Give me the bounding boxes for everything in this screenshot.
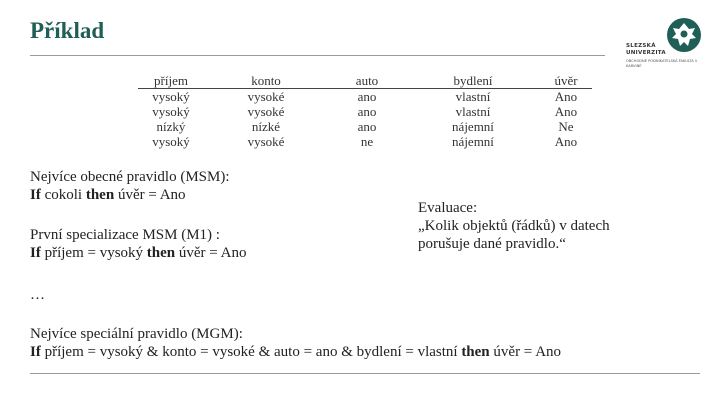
- if-keyword: If: [30, 245, 41, 261]
- rule-result: úvěr = Ano: [175, 245, 247, 261]
- evaluation-heading: Evaluace:: [418, 200, 478, 216]
- slide-title: Příklad: [30, 18, 105, 43]
- rule-result: úvěr = Ano: [114, 187, 186, 203]
- mgm-rule-text: [30, 343, 561, 361]
- rule-condition: cokoli: [40, 187, 86, 203]
- table-cell: Ano: [554, 89, 578, 104]
- data-table: [138, 73, 592, 149]
- m1-rule: [30, 226, 247, 262]
- m1-heading: První specializace MSM (M1) :: [30, 227, 220, 243]
- table-cell: vysoký: [152, 89, 190, 104]
- mgm-rule: [30, 325, 561, 361]
- table-cell: ne: [360, 134, 374, 149]
- table-cell: nízké: [251, 119, 281, 134]
- table-cell: nájemní: [452, 134, 494, 149]
- table-cell: nájemní: [452, 119, 494, 134]
- table-cell: Ano: [554, 134, 578, 149]
- then-keyword: then: [461, 344, 490, 360]
- table-cell: vlastní: [455, 104, 491, 119]
- column-header: příjem: [138, 73, 204, 89]
- msm-heading: Nejvíce obecné pravidlo (MSM):: [30, 169, 230, 185]
- table-cell: vysoké: [247, 104, 285, 119]
- logo-name-line2: UNIVERZITA: [626, 50, 666, 56]
- table-cell: Ano: [554, 104, 578, 119]
- table-cell: vysoké: [247, 134, 285, 149]
- msm-rule: [30, 168, 230, 204]
- if-keyword: If: [30, 187, 41, 203]
- column-header: úvěr: [540, 73, 592, 89]
- table-row: [138, 89, 592, 105]
- table-cell: vysoký: [152, 134, 190, 149]
- then-keyword: then: [146, 245, 176, 261]
- table-cell: vysoký: [152, 104, 190, 119]
- logo-faculty-name: OBCHODNĚ PODNIKATELSKÁ FAKULTA V KARVINÉ: [626, 59, 698, 68]
- table-cell: ano: [357, 89, 377, 104]
- table-cell: ano: [357, 104, 377, 119]
- ellipsis: …: [30, 287, 45, 303]
- table-header-row: [138, 73, 592, 89]
- column-header: auto: [328, 73, 406, 89]
- rule-result: úvěr = Ano: [489, 344, 562, 360]
- table-cell: ano: [357, 119, 377, 134]
- logo-university-name: [626, 43, 686, 57]
- evaluation-line: „Kolik objektů (řádků) v datech: [418, 218, 610, 234]
- logo-name-line1: SLEZSKÁ: [626, 43, 656, 49]
- table-cell: Ne: [558, 119, 574, 134]
- mgm-heading: Nejvíce speciální pravidlo (MGM):: [30, 326, 243, 342]
- table-cell: vlastní: [455, 89, 491, 104]
- msm-rule-text: [30, 186, 230, 204]
- then-keyword: then: [85, 187, 115, 203]
- rule-condition: příjem = vysoký & konto = vysoké & auto = ano & bydlení = vlastní: [40, 344, 462, 360]
- table-cell: nízký: [156, 119, 186, 134]
- table-row: [138, 134, 592, 149]
- table-cell: vysoké: [247, 89, 285, 104]
- table-row: [138, 119, 592, 134]
- rule-condition: příjem = vysoký: [40, 245, 147, 261]
- column-header: bydlení: [406, 73, 540, 89]
- title-divider: [30, 55, 605, 56]
- column-header: konto: [204, 73, 328, 89]
- if-keyword: If: [30, 344, 41, 360]
- footer-divider: [30, 373, 700, 374]
- evaluation-note: [418, 199, 610, 253]
- m1-rule-text: [30, 244, 247, 262]
- table-row: [138, 104, 592, 119]
- evaluation-line: porušuje dané pravidlo.“: [418, 236, 566, 252]
